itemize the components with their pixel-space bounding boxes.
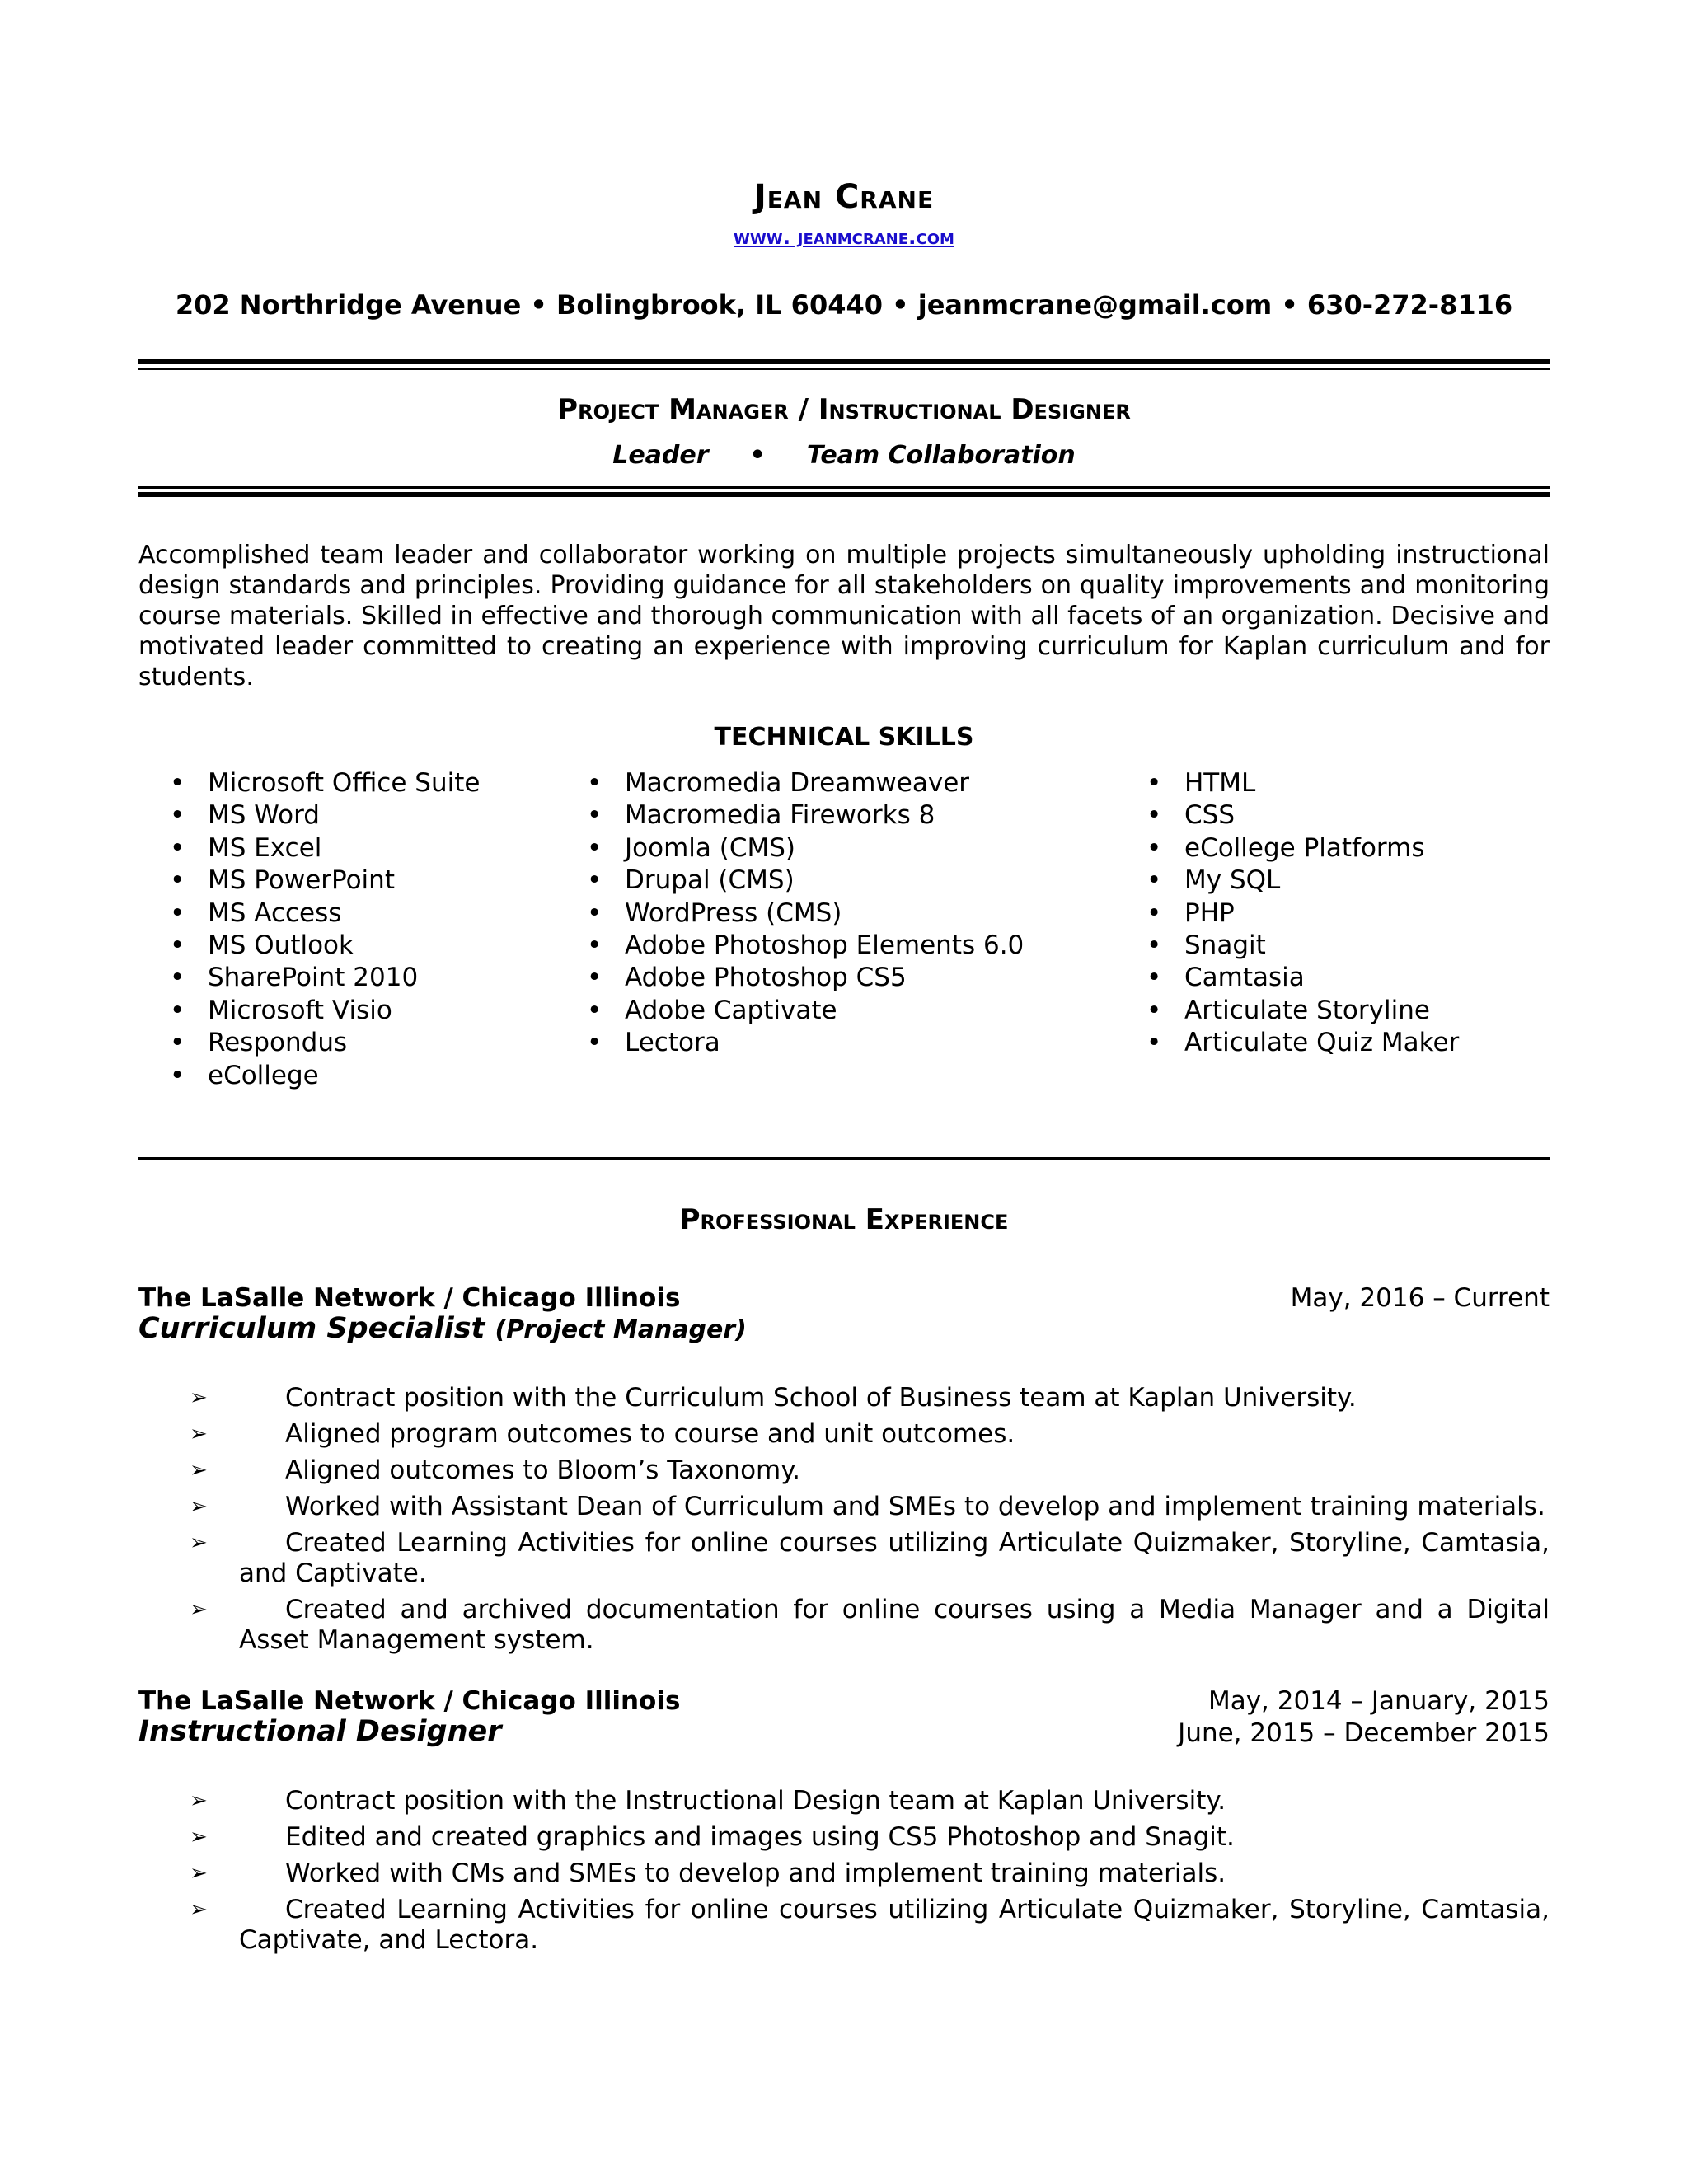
skill-item: • Snagit bbox=[1115, 930, 1459, 962]
list-item: ➢ Created Learning Activities for online courses utilizing Articulate Quizmaker, Storyline, Camtasia, Captivate, and Lectora. bbox=[190, 1895, 1550, 1955]
arrow-bullet-icon: ➢ bbox=[190, 1861, 208, 1886]
list-item: ➢ Contract position with the Curriculum School of Business team at Kaplan University. bbox=[190, 1383, 1357, 1413]
skill-item: • Adobe Photoshop Elements 6.0 bbox=[556, 930, 1024, 962]
list-item: ➢ Worked with Assistant Dean of Curriculum and SMEs to develop and implement training materials. bbox=[190, 1492, 1545, 1521]
tag-leader: Leader bbox=[612, 441, 709, 470]
skill-item: • MS Outlook bbox=[138, 930, 480, 962]
skill-item: • Articulate Storyline bbox=[1115, 995, 1459, 1027]
arrow-bullet-icon: ➢ bbox=[190, 1422, 208, 1446]
job-1-dates: May, 2016 – Current bbox=[1290, 1283, 1550, 1313]
skill-item: • Articulate Quiz Maker bbox=[1115, 1027, 1459, 1059]
skill-item: • Macromedia Fireworks 8 bbox=[556, 799, 1024, 832]
job-2-bullets bbox=[138, 1786, 1550, 1961]
job-1-title-text: Curriculum Specialist bbox=[138, 1312, 485, 1345]
job-2-title: Instructional Designer bbox=[138, 1715, 502, 1748]
skill-item: • Macromedia Dreamweaver bbox=[556, 767, 1024, 799]
skills-rule bbox=[138, 1157, 1550, 1160]
tag-separator: • bbox=[749, 441, 766, 470]
skill-item: • CSS bbox=[1115, 799, 1459, 832]
skill-item: • Drupal (CMS) bbox=[556, 865, 1024, 897]
skill-item: • Microsoft Visio bbox=[138, 995, 480, 1027]
list-item: ➢ Created and archived documentation for online courses using a Media Manager and a Digital Asset Management system. bbox=[190, 1595, 1550, 1655]
list-item: ➢ Worked with CMs and SMEs to develop and implement training materials. bbox=[190, 1858, 1226, 1888]
header-rule-thick bbox=[138, 359, 1550, 364]
arrow-bullet-icon: ➢ bbox=[190, 1825, 208, 1849]
skill-item: • HTML bbox=[1115, 767, 1459, 799]
skill-item: • eCollege Platforms bbox=[1115, 832, 1459, 865]
skills-column-3 bbox=[1115, 767, 1459, 1060]
headline-title: Project Manager / Instructional Designer bbox=[557, 393, 1131, 426]
job-1-organization: The LaSalle Network / Chicago Illinois bbox=[138, 1283, 681, 1313]
skill-item: • Adobe Photoshop CS5 bbox=[556, 962, 1024, 994]
arrow-bullet-icon: ➢ bbox=[190, 1494, 208, 1519]
job-2-organization: The LaSalle Network / Chicago Illinois bbox=[138, 1686, 681, 1716]
skill-item: • Microsoft Office Suite bbox=[138, 767, 480, 799]
job-1-bullets bbox=[138, 1383, 1550, 1661]
arrow-bullet-icon: ➢ bbox=[190, 1597, 208, 1622]
header-rule-thin bbox=[138, 368, 1550, 370]
arrow-bullet-icon: ➢ bbox=[190, 1385, 208, 1410]
professional-summary: Accomplished team leader and collaborator working on multiple projects simultaneously upholding instructional design standards and principles. Providing guidance for all stakeholders on quality improvements and monitoring course materials. Skilled in effective and thorough communication with all facets of an organization. Decisive and motivated leader committed to creating an experience with improving curriculum for Kaplan curriculum and for students. bbox=[138, 541, 1550, 691]
list-item: ➢ Aligned outcomes to Bloom’s Taxonomy. bbox=[190, 1455, 801, 1485]
skill-item: • SharePoint 2010 bbox=[138, 962, 480, 994]
skill-item: • My SQL bbox=[1115, 865, 1459, 897]
website-link[interactable]: www. jeanmcrane.com bbox=[734, 225, 954, 249]
contact-line: 202 Northridge Avenue • Bolingbrook, IL 60440 • jeanmcrane@gmail.com • 630-272-8116 bbox=[175, 289, 1513, 321]
skills-column-1 bbox=[138, 767, 480, 1092]
arrow-bullet-icon: ➢ bbox=[190, 1788, 208, 1813]
skill-item: • Lectora bbox=[556, 1027, 1024, 1059]
tag-team-collaboration: Team Collaboration bbox=[806, 441, 1076, 470]
headline-tagline bbox=[138, 441, 1550, 470]
list-item: ➢ Edited and created graphics and images using CS5 Photoshop and Snagit. bbox=[190, 1822, 1235, 1852]
list-item: ➢ Aligned program outcomes to course and unit outcomes. bbox=[190, 1419, 1015, 1449]
list-item: ➢ Created Learning Activities for online courses utilizing Articulate Quizmaker, Storyline, Camtasia, and Captivate. bbox=[190, 1528, 1550, 1588]
arrow-bullet-icon: ➢ bbox=[190, 1458, 208, 1483]
list-item: ➢ Contract position with the Instructional Design team at Kaplan University. bbox=[190, 1786, 1226, 1816]
skill-item: • Camtasia bbox=[1115, 962, 1459, 994]
skill-item: • Adobe Captivate bbox=[556, 995, 1024, 1027]
skill-item: • PHP bbox=[1115, 898, 1459, 930]
headline-rule-thick bbox=[138, 492, 1550, 497]
skills-heading: TECHNICAL SKILLS bbox=[714, 723, 974, 752]
skill-item: • MS Access bbox=[138, 898, 480, 930]
skill-item: • MS Excel bbox=[138, 832, 480, 865]
skill-item: • Respondus bbox=[138, 1027, 480, 1059]
headline-rule-thin bbox=[138, 486, 1550, 489]
skill-item: • MS Word bbox=[138, 799, 480, 832]
skills-column-2 bbox=[556, 767, 1024, 1060]
job-2-dates-2: June, 2015 – December 2015 bbox=[1178, 1718, 1550, 1748]
job-1-title bbox=[138, 1312, 747, 1345]
arrow-bullet-icon: ➢ bbox=[190, 1530, 208, 1555]
job-2-dates-1: May, 2014 – January, 2015 bbox=[1207, 1686, 1550, 1716]
skill-item: • WordPress (CMS) bbox=[556, 898, 1024, 930]
arrow-bullet-icon: ➢ bbox=[190, 1897, 208, 1922]
skill-item: • Joomla (CMS) bbox=[556, 832, 1024, 865]
skill-item: • MS PowerPoint bbox=[138, 865, 480, 897]
job-1-subtitle: (Project Manager) bbox=[495, 1315, 747, 1344]
candidate-name: Jean Crane bbox=[753, 178, 935, 216]
skill-item: • eCollege bbox=[138, 1060, 480, 1092]
experience-heading: Professional Experience bbox=[679, 1203, 1009, 1236]
